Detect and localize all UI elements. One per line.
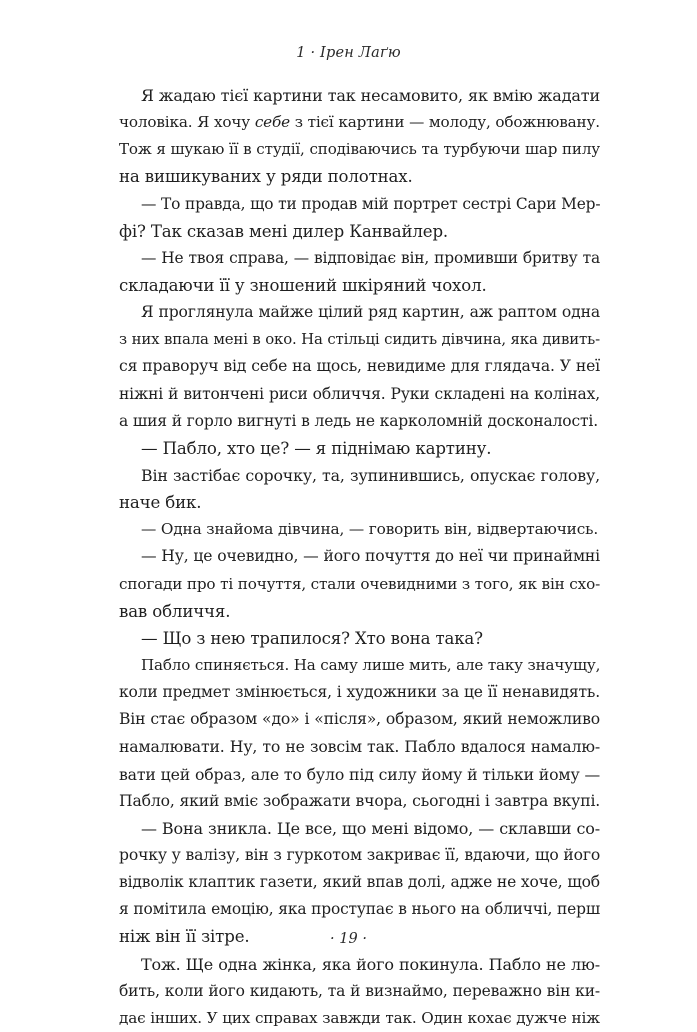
text-line: Тож я шукаю її в студії, сподіваючись та турбуючи шар пилу: [119, 140, 600, 159]
text-line: коли предмет змінюється, і художники за це її ненавидять.: [119, 683, 600, 702]
text-line: я помітила емоцію, яка проступає в нього на обличчі, перш: [119, 900, 600, 919]
text-line: ніжні й витончені риси обличчя. Руки складені на колінах,: [119, 384, 600, 403]
text-line: бить, коли його кидають, та й визнаймо, переважно він ки-: [119, 981, 600, 1000]
text-line: — Не твоя справа, — відповідає він, промивши бритву та: [141, 248, 600, 267]
text-line: — Вона зникла. Це все, що мені відомо, — склавши со-: [141, 818, 600, 838]
text-line: складаючи її у зношений шкіряний чохол.: [119, 275, 487, 295]
text-line: Тож. Ще одна жінка, яка його покинула. Пабло не лю-: [141, 954, 600, 974]
text-line: ся праворуч від себе на щось, невидиме для глядача. У неї: [119, 357, 600, 376]
text-line: Він застібає сорочку, та, зупинившись, опускає голову,: [141, 465, 600, 485]
text-line: — Одна знайома дівчина, — говорить він, відвертаючись.: [141, 520, 599, 539]
text-line: Пабло, який вміє зображати вчора, сьогодні і завтра вкупі.: [119, 791, 601, 810]
text-line: вати цей образ, але то було під силу йому й тільки йому —: [119, 764, 600, 784]
text-line: вав обличчя.: [119, 601, 231, 621]
text-line: відволік клаптик газети, який впав долі, адже не хоче, щоб: [119, 873, 600, 892]
running-head: 1 · Ірен Лаґю: [296, 45, 401, 61]
text-line: — Що з нею трапилося? Хто вона така?: [141, 628, 483, 648]
text-line: ніж він її зітре.: [119, 927, 250, 947]
page-number: · 19 ·: [330, 931, 367, 947]
body-text: [119, 82, 600, 1032]
text-line: — То правда, що ти продав мій портрет сестрі Сари Мер-: [141, 194, 601, 213]
text-line: намалювати. Ну, то не зовсім так. Пабло вдалося намалю-: [119, 737, 600, 757]
text-line: чоловіка. Я хочу себе з тієї картини — молоду, обожнювану.: [119, 113, 600, 132]
text-line: фі? Так сказав мені дилер Канвайлер.: [119, 221, 449, 241]
text-line: на вишикуваних у ряди полотнах.: [119, 167, 413, 187]
text-line: Пабло спиняється. На саму лише мить, але таку значущу,: [141, 655, 601, 674]
emphasis: себе: [254, 113, 290, 132]
text-line: дає інших. У цих справах завжди так. Один кохає дужче ніж: [119, 1008, 600, 1027]
text-line: наче бик.: [119, 493, 202, 513]
text-line: рочку у валізу, він з гуркотом закриває її, вдаючи, що його: [119, 845, 601, 864]
text-line: Я проглянула майже цілий ряд картин, аж раптом одна: [141, 303, 600, 322]
text-line: спогади про ті почуття, стали очевидними з того, як він схо-: [119, 574, 601, 593]
text-line: — Ну, це очевидно, — його почуття до неї чи принаймні: [141, 547, 600, 566]
text-line: Я жадаю тієї картини так несамовито, як вмію жадати: [141, 86, 600, 105]
text-line: — Пабло, хто це? — я піднімаю картину.: [141, 438, 492, 458]
text-line: з них впала мені в око. На стільці сидить дівчина, яка дивить-: [119, 330, 600, 349]
text-line: а шия й горло вигнуті в ледь не карколомній досконалості.: [119, 411, 599, 430]
text-line: Він стає образом «до» і «після», образом, який неможливо: [119, 710, 600, 729]
